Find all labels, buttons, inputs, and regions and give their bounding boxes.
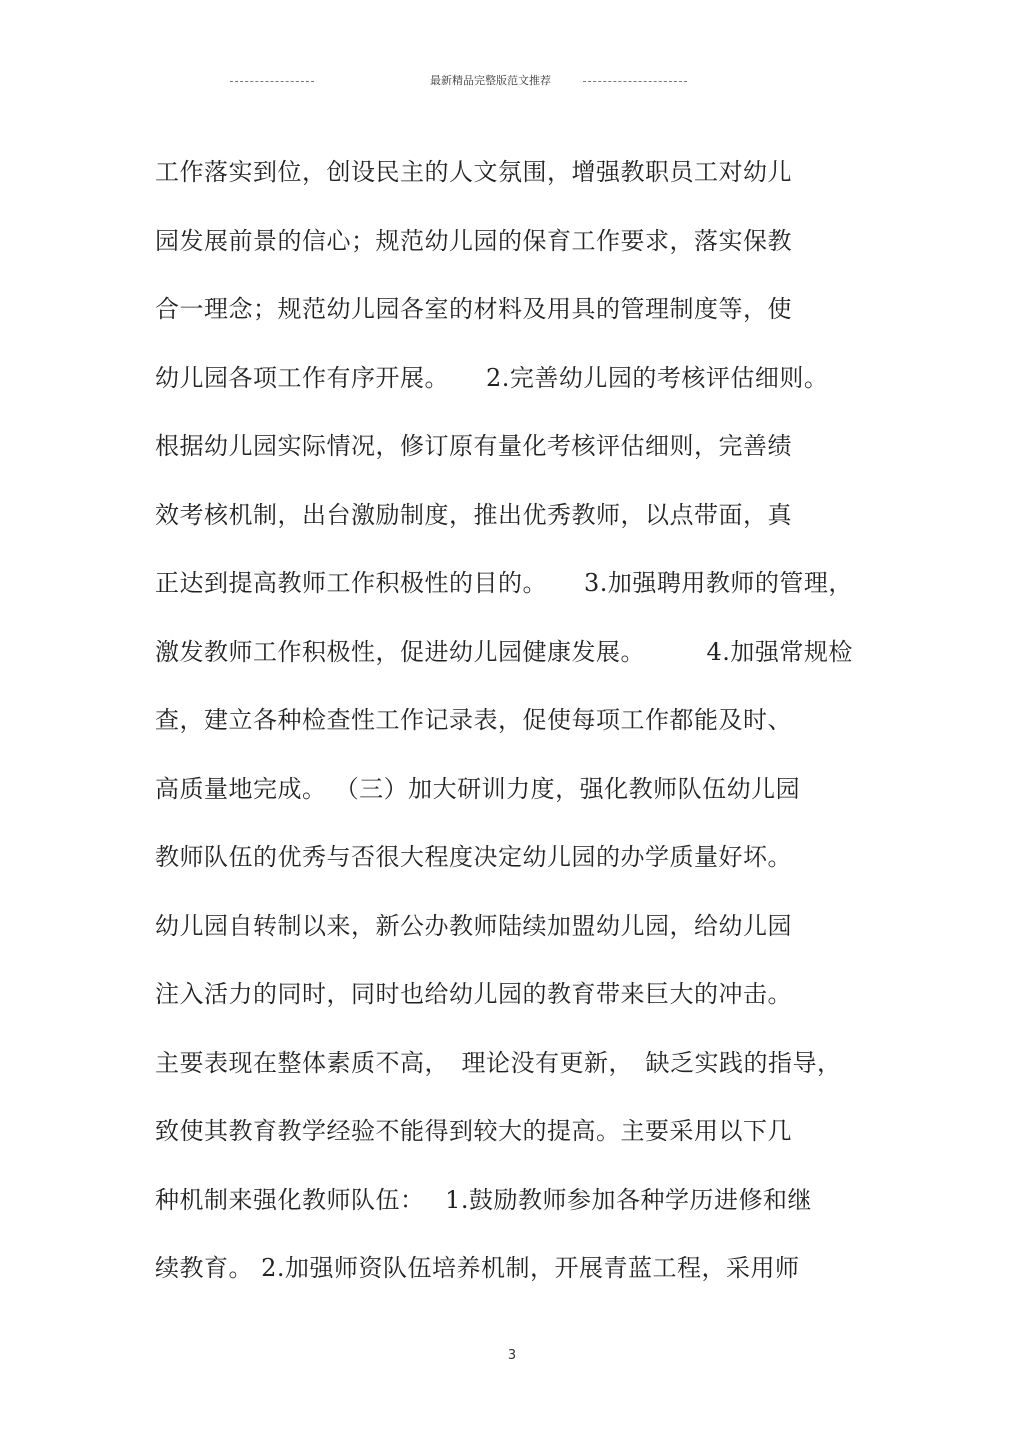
body-line: 主要表现在整体素质不高， 理论没有更新， 缺乏实践的指导， — [155, 1048, 842, 1077]
body-line: 根据幼儿园实际情况，修订原有量化考核评估细则，完善绩 — [155, 432, 792, 460]
header-title: 最新精品完整版范文推荐 — [430, 74, 551, 87]
body-line: 注入活力的同时，同时也给幼儿园的教育带来巨大的冲击。 — [155, 980, 792, 1008]
body-line: 教师队伍的优秀与否很大程度决定幼儿园的办学质量好坏。 — [155, 843, 792, 871]
document-body — [155, 154, 875, 1319]
body-line: 合一理念；规范幼儿园各室的材料及用具的管理制度等，使 — [155, 295, 792, 323]
header-left-dashed-rule — [230, 81, 314, 82]
body-line: 工作落实到位，创设民主的人文氛围，增强教职员工对幼儿 — [155, 158, 792, 186]
body-line: 种机制来强化教师队伍： 1.鼓励教师参加各种学历进修和继 — [155, 1185, 813, 1214]
page-number: 3 — [507, 1348, 517, 1363]
body-line: 幼儿园自转制以来，新公办教师陆续加盟幼儿园，给幼儿园 — [155, 911, 792, 940]
body-line: 高质量地完成。 （三）加大研训力度，强化教师队伍幼儿园 — [155, 774, 801, 803]
body-line: 效考核机制，出台激励制度，推出优秀教师，以点带面，真 — [155, 500, 792, 529]
body-line: 续教育。 2.加强师资队伍培养机制，开展青蓝工程，采用师 — [155, 1254, 800, 1282]
body-line: 致使其教育教学经验不能得到较大的提高。主要采用以下几 — [155, 1117, 792, 1145]
header-right-dashed-rule — [583, 81, 687, 82]
body-line: 激发教师工作积极性，促进幼儿园健康发展。 4.加强常规检 — [155, 637, 853, 666]
page-header — [0, 72, 1024, 92]
body-line: 幼儿园各项工作有序开展。 2.完善幼儿园的考核评估细则。 — [155, 363, 829, 392]
body-line: 园发展前景的信心；规范幼儿园的保育工作要求，落实保教 — [155, 226, 792, 255]
body-line: 查，建立各种检查性工作记录表，促使每项工作都能及时、 — [155, 706, 792, 734]
body-line: 正达到提高教师工作积极性的目的。 3.加强聘用教师的管理， — [155, 569, 853, 597]
